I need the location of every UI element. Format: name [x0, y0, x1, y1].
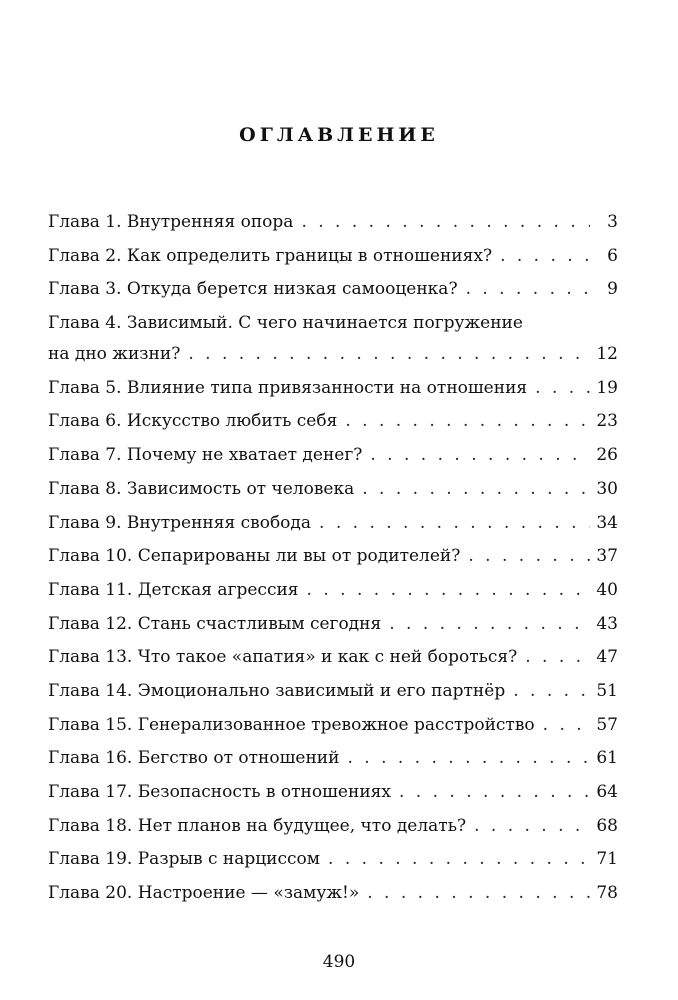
- toc-entry-1[interactable]: [48, 208, 618, 242]
- dot-leader: [543, 711, 590, 739]
- dot-leader: [301, 208, 590, 236]
- toc-entry-title: Глава 13. Что такое «апатия» и как с ней бороться?: [48, 647, 518, 668]
- toc-entry-page: 30: [596, 478, 618, 499]
- dot-leader: [535, 374, 590, 402]
- page-title: ОГЛАВЛЕНИЕ: [239, 124, 439, 146]
- toc-entry-16[interactable]: [48, 744, 618, 778]
- toc-entry-13[interactable]: [48, 643, 618, 677]
- page-number: 490: [322, 952, 356, 972]
- dot-leader: [367, 879, 590, 907]
- toc-entry-title: Глава 17. Безопасность в отношениях: [48, 782, 391, 802]
- toc-entry-4[interactable]: [48, 309, 618, 374]
- toc-entry-title: Глава 5. Влияние типа привязанности на отношения: [48, 377, 528, 398]
- toc-entry-page: 23: [596, 411, 618, 432]
- toc-entry-page: 40: [596, 579, 618, 600]
- toc-entry-title: Глава 11. Детская агрессия: [48, 579, 299, 600]
- toc-entry-page: 19: [596, 377, 618, 398]
- toc-entry-page: 12: [596, 344, 618, 365]
- dot-leader: [347, 744, 590, 772]
- toc-entry-page: 37: [596, 546, 618, 567]
- toc-entry-page: 9: [607, 279, 618, 300]
- toc-entry-title: Глава 4. Зависимый. С чего начинается погружение: [48, 313, 523, 334]
- toc-entry-14[interactable]: [48, 677, 618, 711]
- toc-entry-title: Глава 16. Бегство от отношений: [48, 748, 340, 769]
- toc-entry-18[interactable]: [48, 812, 618, 846]
- toc-entry-page: 57: [596, 714, 618, 735]
- toc-entry-title-continued: на дно жизни?: [48, 344, 181, 365]
- toc-entry-2[interactable]: [48, 242, 618, 276]
- toc-entry-page: 71: [596, 849, 618, 870]
- toc-entry-11[interactable]: [48, 576, 618, 610]
- toc-entry-title: Глава 7. Почему не хватает денег?: [48, 445, 363, 466]
- toc-entry-title: Глава 15. Генерализованное тревожное расстройство: [48, 714, 535, 735]
- toc-entry-page: 68: [596, 815, 618, 836]
- toc-entry-page: 51: [596, 680, 618, 701]
- toc-entry-20[interactable]: [48, 879, 618, 913]
- dot-leader: [319, 509, 590, 537]
- dot-leader: [345, 407, 590, 435]
- toc-entry-page: 34: [596, 512, 618, 533]
- toc-entry-title: Глава 6. Искусство любить себя: [48, 411, 338, 432]
- toc-entry-title: Глава 3. Откуда берется низкая самооценка?: [48, 279, 458, 300]
- toc-entry-page: 61: [596, 748, 618, 769]
- toc-entry-title: Глава 19. Разрыв с нарциссом: [48, 849, 321, 870]
- toc-entry-9[interactable]: [48, 509, 618, 543]
- toc-entry-19[interactable]: [48, 845, 618, 879]
- dot-leader: [525, 643, 590, 671]
- dot-leader: [399, 778, 590, 806]
- toc-entry-3[interactable]: [48, 275, 618, 309]
- toc-entry-page: 47: [596, 647, 618, 668]
- toc-entry-page: 78: [596, 883, 618, 904]
- toc-entry-title: Глава 9. Внутренняя свобода: [48, 512, 312, 533]
- toc-entry-15[interactable]: [48, 711, 618, 745]
- toc-entry-title: Глава 18. Нет планов на будущее, что делать?: [48, 815, 467, 836]
- dot-leader: [389, 610, 590, 638]
- toc-entry-title: Глава 2. Как определить границы в отношениях?: [48, 245, 493, 266]
- toc-entry-title: Глава 8. Зависимость от человека: [48, 478, 355, 499]
- toc-entry-page: 3: [607, 212, 618, 232]
- toc-entry-7[interactable]: [48, 441, 618, 475]
- dot-leader: [188, 340, 590, 368]
- toc-entry-page: 43: [596, 613, 618, 634]
- dot-leader: [362, 475, 590, 503]
- dot-leader: [468, 542, 590, 570]
- toc-entry-page: 6: [607, 245, 618, 266]
- dot-leader: [474, 812, 590, 840]
- toc-entry-title: Глава 10. Сепарированы ли вы от родителей?: [48, 546, 461, 567]
- dot-leader: [513, 677, 590, 705]
- dot-leader: [500, 242, 590, 270]
- toc-entry-page: 64: [596, 782, 618, 802]
- dot-leader: [328, 845, 590, 873]
- toc-entry-title: Глава 12. Стань счастливым сегодня: [48, 613, 382, 634]
- toc-entry-10[interactable]: [48, 542, 618, 576]
- toc-entry-title: Глава 14. Эмоционально зависимый и его партнёр: [48, 680, 506, 701]
- dot-leader: [307, 576, 590, 604]
- toc-entry-12[interactable]: [48, 610, 618, 644]
- toc-entry-5[interactable]: [48, 374, 618, 408]
- toc-entry-8[interactable]: [48, 475, 618, 509]
- toc-entry-title: Глава 20. Настроение — «замуж!»: [48, 883, 360, 904]
- toc-entry-title: Глава 1. Внутренняя опора: [48, 212, 294, 232]
- toc-entry-page: 26: [596, 445, 618, 466]
- toc-entry-17[interactable]: [48, 778, 618, 812]
- toc-entry-6[interactable]: [48, 407, 618, 441]
- table-of-contents: [48, 208, 618, 913]
- dot-leader: [466, 275, 590, 303]
- dot-leader: [370, 441, 590, 469]
